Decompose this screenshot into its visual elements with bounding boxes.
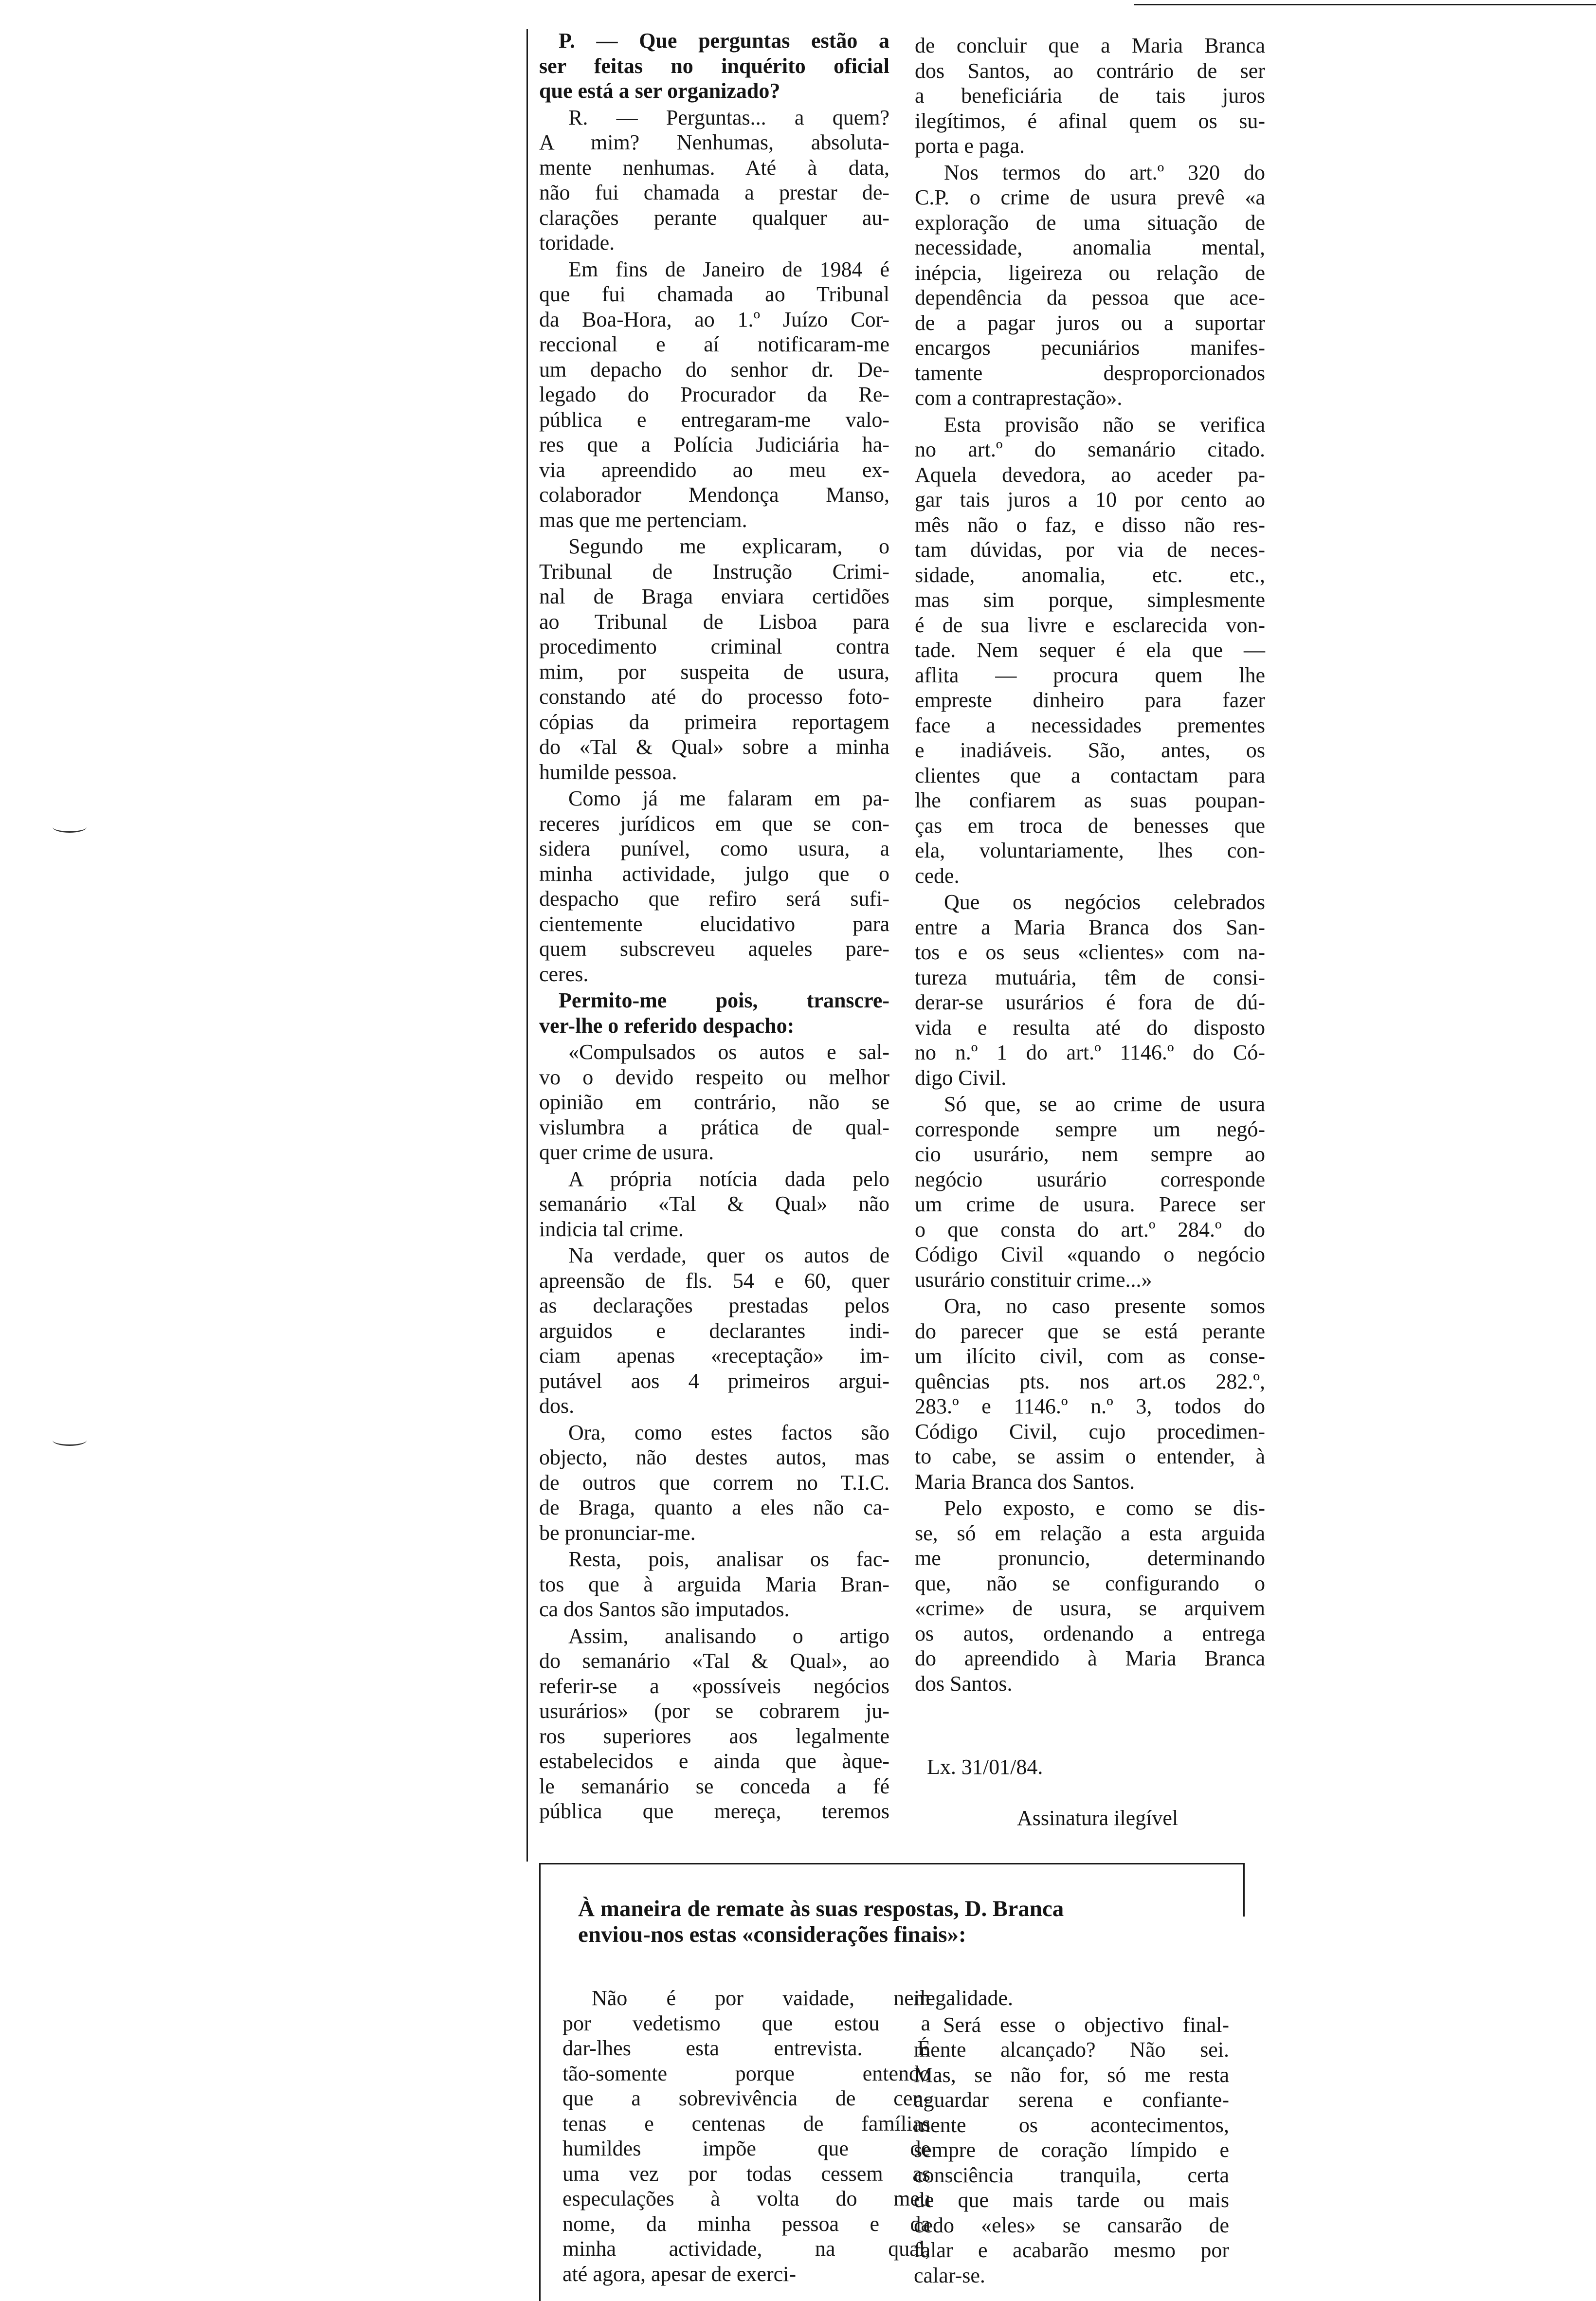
text-line: aguardar serena e confiante- [914, 2088, 1229, 2112]
text-line: a beneficiária de tais juros [915, 84, 1265, 108]
text-line: de que mais tarde ou mais [914, 2188, 1229, 2212]
text-line: Ora, no caso presente somos [944, 1294, 1265, 1318]
text-line: consciência tranquila, certa [914, 2163, 1229, 2187]
top-border-rule [1134, 4, 1596, 5]
paragraph [915, 412, 1265, 889]
text-line: no n.º 1 do art.º 1146.º do Có- [915, 1041, 1265, 1064]
text-line: empreste dinheiro para fazer [915, 688, 1265, 712]
text-line: de Braga, quanto a eles não ca- [539, 1496, 889, 1519]
text-line: ao Tribunal de Lisboa para [539, 609, 889, 634]
column-divider-rule [526, 29, 528, 1862]
text-line: face a necessidades prementes [915, 713, 1265, 737]
box-right-rule [1243, 1863, 1245, 1917]
text-line: sempre de coração límpido e [914, 2138, 1229, 2162]
text-line: Ora, como estes factos são [568, 1420, 889, 1444]
paragraph [539, 1547, 889, 1622]
paragraph [539, 1040, 889, 1165]
text-line: arguidos e declarantes indi- [539, 1318, 889, 1343]
text-line: vo o devido respeito ou melhor [539, 1065, 889, 1089]
text-line: dos. [539, 1394, 575, 1418]
text-line: cópias da primeira reportagem [539, 710, 889, 734]
paragraph [539, 105, 889, 256]
text-line: ciam apenas «receptação» im- [539, 1344, 889, 1368]
text-line: com a contraprestação». [915, 386, 1123, 410]
paragraph [914, 2012, 1229, 2288]
text-line: ros superiores aos legalmente [539, 1724, 889, 1748]
text-line: que fui chamada ao Tribunal [539, 282, 889, 306]
text-line: que está a ser organizado? [539, 79, 780, 103]
text-line: falar e acabarão mesmo por [914, 2238, 1229, 2262]
signature: Assinatura ilegível [1017, 1806, 1179, 1830]
text-line: 283.º e 1146.º n.º 3, todos do [915, 1394, 1265, 1418]
text-line: Código Civil «quando o negócio [915, 1242, 1265, 1266]
text-line: usurários» (por se cobrarem ju- [539, 1699, 889, 1723]
text-line: tos que à arguida Maria Bran- [539, 1572, 889, 1596]
text-line: negócio usurário corresponde [915, 1167, 1265, 1191]
text-line: opinião em contrário, não se [539, 1090, 889, 1114]
final-considerations-box [539, 1863, 1245, 2301]
text-line: aflita — procura quem lhe [915, 663, 1265, 687]
text-line: um ilícito civil, com as conse- [915, 1344, 1265, 1368]
text-line: C.P. o crime de usura prevê «a [915, 185, 1265, 209]
text-line: semanário «Tal & Qual» não [539, 1192, 889, 1216]
text-line: legado do Procurador da Re- [539, 383, 889, 406]
text-line: dos Santos, ao contrário de ser [915, 58, 1265, 83]
text-line: uma vez por todas cessem as [562, 2161, 930, 2186]
paragraph [915, 1092, 1265, 1292]
text-line: se, só em relação a esta arguida [915, 1521, 1265, 1545]
text-line: ças em troca de benesses que [915, 813, 1265, 838]
text-line: por vedetismo que estou a [562, 2011, 930, 2035]
text-line: tenas e centenas de famílias [562, 2111, 930, 2136]
text-line: Será esse o objectivo final- [943, 2012, 1229, 2037]
text-line: sidera punível, como usura, a [539, 837, 889, 860]
text-line: apreensão de fls. 54 e 60, quer [539, 1268, 889, 1293]
text-line: ver-lhe o referido despacho: [539, 1013, 795, 1038]
text-line: cientemente elucidativo para [539, 912, 889, 936]
paragraph [915, 1496, 1265, 1696]
text-line: da Boa-Hora, ao 1.º Juízo Cor- [539, 307, 889, 331]
text-line: dependência da pessoa que ace- [915, 286, 1265, 310]
margin-mark [53, 822, 87, 833]
text-line: porta e paga. [915, 134, 1025, 158]
text-line: mas que me pertenciam. [539, 508, 747, 532]
text-line: de outros que correm no T.I.C. [539, 1470, 889, 1495]
text-line: Segundo me explicaram, o [568, 534, 889, 558]
text-line: que, não se configurando o [915, 1571, 1265, 1595]
text-line: digo Civil. [915, 1065, 1007, 1090]
text-line: do parecer que se está perante [915, 1319, 1265, 1343]
text-line: até agora, apesar de exerci- [562, 2262, 797, 2286]
paragraph [915, 1294, 1265, 1494]
text-line: P. — Que perguntas estão a [559, 29, 889, 53]
text-line: encargos pecuniários manifes- [915, 336, 1265, 360]
text-line: exploração de uma situação de [915, 210, 1265, 235]
text-line: tão-somente porque entendo [562, 2061, 930, 2085]
text-line: é de sua livre e esclarecida von- [915, 613, 1265, 637]
text-line: nal de Braga enviara certidões [539, 584, 889, 608]
text-line: ca dos Santos são imputados. [539, 1597, 790, 1621]
text-line: vida e resulta até do disposto [915, 1015, 1265, 1040]
box-heading [578, 1896, 1211, 1948]
text-line: dar-lhes esta entrevista. É [562, 2036, 930, 2060]
paragraph [915, 890, 1265, 1090]
text-line: usurário constituir crime...» [915, 1267, 1152, 1292]
text-line: Assim, analisando o artigo [568, 1624, 889, 1648]
text-line: despacho que refiro será sufi- [539, 887, 889, 911]
paragraph [562, 1986, 930, 2286]
text-line: referir-se a «possíveis negócios [539, 1674, 889, 1698]
dateline: Lx. 31/01/84. [927, 1755, 1043, 1779]
text-line: necessidade, anomalia mental, [915, 236, 1265, 259]
paragraph [539, 786, 889, 986]
text-line: ilegítimos, é afinal quem os su- [915, 109, 1265, 133]
text-line: entre a Maria Branca dos San- [915, 915, 1265, 939]
text-line: Que os negócios celebrados [944, 890, 1265, 914]
text-line: Maria Branca dos Santos. [915, 1469, 1135, 1494]
paragraph [914, 1986, 1229, 2011]
text-line: ela, voluntariamente, lhes con- [915, 839, 1265, 862]
text-line: tam dúvidas, por via de neces- [915, 538, 1265, 562]
text-line: humilde pessoa. [539, 760, 677, 784]
text-line: constando até do processo foto- [539, 685, 889, 709]
text-line: via apreendido ao meu ex- [539, 457, 889, 482]
text-line: Código Civil, cujo procedimen- [915, 1419, 1265, 1443]
box-left-rule [539, 1863, 541, 2301]
text-line: os autos, ordenando a entrega [915, 1621, 1265, 1645]
text-line: humildes impõe que de [562, 2137, 930, 2160]
text-line: clarações perante qualquer au- [539, 205, 889, 230]
text-line: objecto, não destes autos, mas [539, 1445, 889, 1469]
text-line: tade. Nem sequer é ela que — [915, 638, 1265, 662]
bold-paragraph [539, 28, 889, 104]
text-line: minha actividade, julgo que o [539, 861, 889, 886]
text-line: putável aos 4 primeiros argui- [539, 1369, 889, 1393]
text-line: não fui chamada a prestar de- [539, 181, 889, 204]
text-line: vislumbra a prática de qual- [539, 1115, 889, 1139]
text-line: o que consta do art.º 284.º do [915, 1217, 1265, 1242]
text-line: nome, da minha pessoa e da [562, 2211, 930, 2236]
text-line: «crime» de usura, se arquivem [915, 1596, 1265, 1620]
margin-mark [53, 1435, 87, 1446]
text-line: corresponde sempre um negó- [915, 1117, 1265, 1141]
text-line: Não é por vaidade, nem [592, 1986, 930, 2010]
text-line: minha actividade, na qual, [562, 2237, 930, 2261]
text-line: procedimento criminal contra [539, 635, 889, 658]
text-line: tamente desproporcionados [915, 361, 1265, 385]
text-line: do semanário «Tal & Qual», ao [539, 1649, 889, 1673]
text-line: R. — Perguntas... a quem? [568, 105, 889, 129]
text-line: Resta, pois, analisar os fac- [568, 1547, 889, 1571]
text-line: tos e os seus «clientes» com na- [915, 940, 1265, 964]
text-line: quer crime de usura. [539, 1140, 714, 1164]
paragraph [915, 33, 1265, 159]
text-line: pública e entregaram-me valo- [539, 407, 889, 432]
text-line: Na verdade, quer os autos de [568, 1243, 889, 1267]
text-line: be pronunciar-me. [539, 1520, 696, 1545]
paragraph [539, 1167, 889, 1242]
text-line: A mim? Nenhumas, absoluta- [539, 130, 889, 154]
text-line: receres jurídicos em que se con- [539, 811, 889, 836]
text-line: calar-se. [914, 2263, 985, 2287]
text-line: Pelo exposto, e como se dis- [944, 1496, 1265, 1520]
text-line: A própria notícia dada pelo [568, 1167, 889, 1191]
text-line: mês não o faz, e disso não res- [915, 512, 1265, 537]
text-line: do «Tal & Qual» sobre a minha [539, 735, 889, 759]
paragraph [539, 534, 889, 785]
box-top-rule [539, 1863, 1245, 1864]
text-line: mim, por suspeita de usura, [539, 659, 889, 684]
text-line: no art.º do semanário citado. [915, 438, 1265, 461]
text-line: Nos termos do art.º 320 do [944, 160, 1265, 184]
text-line: cedo «eles» se cansarão de [914, 2213, 1229, 2237]
text-line: me pronuncio, determinando [915, 1546, 1265, 1570]
text-line: ilegalidade. [914, 1986, 1014, 2010]
heading-line: À maneira de remate às suas respostas, D. Branca [578, 1896, 1064, 1921]
text-line: indicia tal crime. [539, 1217, 684, 1241]
text-line: estabelecidos e ainda que àque- [539, 1749, 889, 1773]
text-line: toridade. [539, 231, 615, 255]
text-line: Como já me falaram em pa- [568, 786, 889, 810]
text-line: le semanário se conceda a fé [539, 1774, 889, 1798]
paragraph [539, 1243, 889, 1419]
text-line: que a sobrevivência de cen- [562, 2086, 930, 2110]
text-line: Tribunal de Instrução Crimi- [539, 559, 889, 584]
text-line: ser feitas no inquérito oficial [539, 54, 889, 78]
text-line: Esta provisão não se verifica [944, 412, 1265, 437]
text-line: ceres. [539, 962, 589, 986]
text-line: cede. [915, 863, 960, 888]
text-line: Permito-me pois, transcre- [559, 988, 889, 1012]
text-line: um depacho do senhor dr. De- [539, 357, 889, 382]
text-line: colaborador Mendonça Manso, [539, 483, 889, 507]
heading-line: enviou-nos estas «considerações finais»: [578, 1922, 966, 1947]
paragraph [915, 160, 1265, 411]
text-line: um crime de usura. Parece ser [915, 1192, 1265, 1216]
paragraph [539, 1420, 889, 1546]
text-line: de concluir que a Maria Branca [915, 34, 1265, 57]
text-line: to cabe, se assim o entender, à [915, 1444, 1265, 1468]
text-line: mente os acontecimentos, [914, 2113, 1229, 2137]
text-line: quências pts. nos art.os 282.º, [915, 1369, 1265, 1393]
text-line: tureza mutuária, têm de consi- [915, 965, 1265, 989]
text-line: Em fins de Janeiro de 1984 é [568, 257, 889, 281]
paragraph [539, 1624, 889, 1824]
text-line: especulações à volta do meu [562, 2187, 930, 2210]
text-line: res que a Polícia Judiciária ha- [539, 433, 889, 457]
text-line: gar tais juros a 10 por cento ao [915, 488, 1265, 511]
text-line: pública que mereça, teremos [539, 1799, 889, 1823]
text-line: e inadiáveis. São, antes, os [915, 738, 1265, 762]
text-line: Mas, se não for, só me resta [914, 2063, 1229, 2087]
text-line: mente alcançado? Não sei. [914, 2038, 1229, 2062]
text-line: inépcia, ligeireza ou relação de [915, 260, 1265, 285]
text-line: derar-se usurários é fora de dú- [915, 990, 1265, 1014]
text-line: cio usurário, nem sempre ao [915, 1142, 1265, 1166]
text-line: clientes que a contactam para [915, 763, 1265, 787]
text-line: do apreendido à Maria Branca [915, 1646, 1265, 1670]
text-line: «Compulsados os autos e sal- [568, 1040, 889, 1064]
text-line: de a pagar juros ou a suportar [915, 310, 1265, 335]
text-line: sidade, anomalia, etc. etc., [915, 563, 1265, 587]
text-line: quem subscreveu aqueles pare- [539, 937, 889, 961]
text-line: mas sim porque, simplesmente [915, 588, 1265, 612]
text-line: dos Santos. [915, 1671, 1013, 1696]
bold-paragraph [539, 988, 889, 1038]
text-line: Aquela devedora, ao aceder pa- [915, 462, 1265, 487]
text-line: Só que, se ao crime de usura [944, 1092, 1265, 1116]
text-line: lhe confiarem as suas poupan- [915, 788, 1265, 812]
text-line: mente nenhumas. Até à data, [539, 155, 889, 180]
paragraph [539, 257, 889, 533]
text-line: reccional e aí notificaram-me [539, 332, 889, 356]
text-line: as declarações prestadas pelos [539, 1294, 889, 1317]
